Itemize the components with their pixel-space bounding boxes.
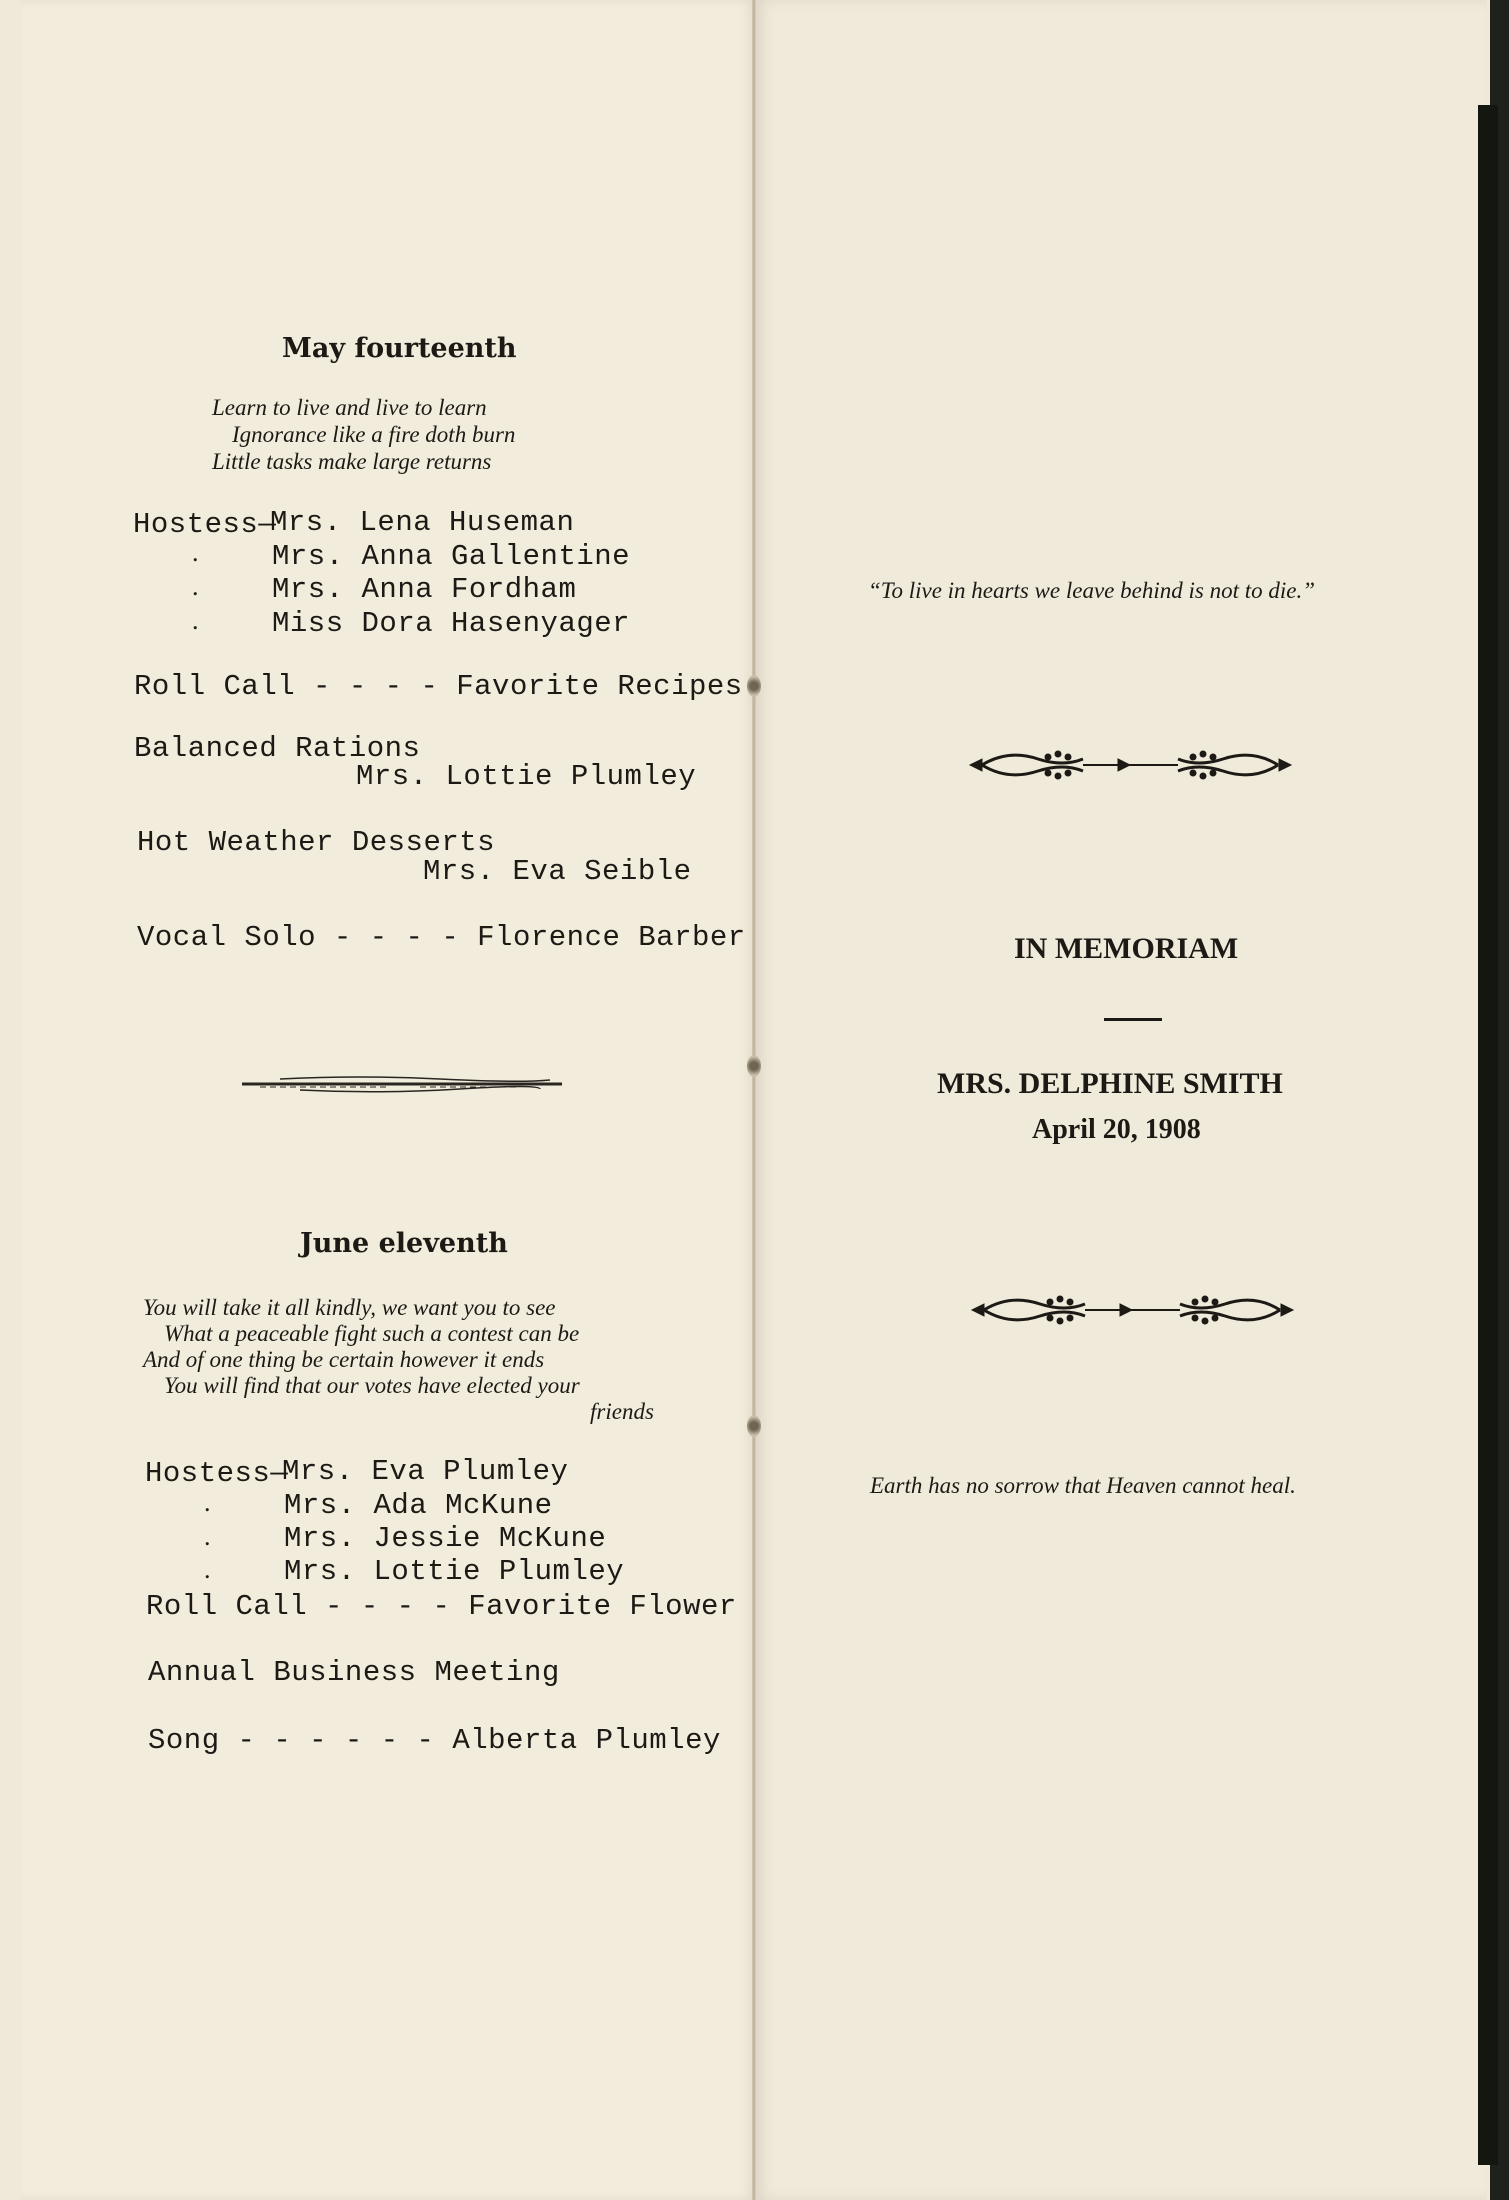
memorial-date: April 20, 1908 (1032, 1114, 1201, 1145)
staple-top (747, 675, 761, 697)
short-rule (1104, 1018, 1162, 1021)
left-page (20, 0, 755, 2200)
may-roll-call: Roll Call - - - - Favorite Recipes (134, 670, 743, 703)
closing-line: Earth has no sorrow that Heaven cannot heal. (870, 1473, 1296, 1498)
staple-middle (747, 1055, 761, 1077)
in-memoriam-heading: IN MEMORIAM (1014, 932, 1239, 965)
may-bullet-1: . (192, 538, 199, 567)
june-roll-call: Roll Call - - - - Favorite Flower (146, 1590, 737, 1623)
june-hostess-label: Hostess— (145, 1457, 289, 1490)
june-bullet-2: . (204, 1522, 211, 1551)
may-hostess-4: Miss Dora Hasenyager (272, 607, 631, 640)
ornamental-rule-divider (240, 1070, 565, 1100)
june-bullet-3: . (204, 1555, 211, 1584)
may-item-desserts: Hot Weather Desserts (137, 826, 496, 859)
june-title: June eleventh (300, 1228, 508, 1259)
may-hostess-2: Mrs. Anna Gallentine (272, 540, 631, 573)
may-item-balanced-rations: Balanced Rations (134, 732, 421, 765)
june-hostess-4: Mrs. Lottie Plumley (284, 1555, 625, 1588)
june-hostess-1: Mrs. Eva Plumley (282, 1455, 569, 1488)
backing-board-edge (1478, 105, 1498, 2165)
june-annual-business-meeting: Annual Business Meeting (148, 1656, 560, 1689)
june-verse-line-1: You will take it all kindly, we want you to see (143, 1295, 556, 1320)
memorial-quote: “To live in hearts we leave behind is not to die.” (868, 578, 1315, 603)
june-hostess-2: Mrs. Ada McKune (284, 1489, 553, 1522)
may-title: May fourteenth (282, 333, 517, 364)
may-item-balanced-rations-by: Mrs. Lottie Plumley (356, 760, 697, 793)
center-fold (752, 0, 756, 2200)
may-hostess-3: Mrs. Anna Fordham (272, 573, 577, 606)
may-bullet-3: . (192, 606, 199, 635)
may-verse-line-2: Ignorance like a fire doth burn (232, 422, 516, 447)
may-hostess-label: Hostess— (133, 508, 277, 541)
may-verse-line-3: Little tasks make large returns (212, 449, 492, 474)
june-verse-line-2: What a peaceable fight such a contest can be (164, 1321, 580, 1346)
june-hostess-3: Mrs. Jessie McKune (284, 1522, 607, 1555)
deceased-name: MRS. DELPHINE SMITH (937, 1067, 1283, 1100)
june-bullet-1: . (204, 1488, 211, 1517)
may-verse-line-1: Learn to live and live to learn (212, 395, 487, 420)
june-verse-line-4: You will find that our votes have elected your (164, 1373, 580, 1398)
may-item-desserts-by: Mrs. Eva Seible (423, 855, 692, 888)
june-verse-line-5: friends (590, 1399, 654, 1424)
fleuron-ornament-bottom-icon (970, 1290, 1295, 1330)
june-song: Song - - - - - - Alberta Plumley (148, 1724, 721, 1757)
june-verse-line-3: And of one thing be certain however it ends (143, 1347, 545, 1372)
may-vocal-solo: Vocal Solo - - - - Florence Barber (137, 921, 746, 954)
may-hostess-1: Mrs. Lena Huseman (270, 506, 575, 539)
may-bullet-2: . (192, 572, 199, 601)
staple-bottom (747, 1415, 761, 1437)
fleuron-ornament-top-icon (968, 745, 1293, 785)
